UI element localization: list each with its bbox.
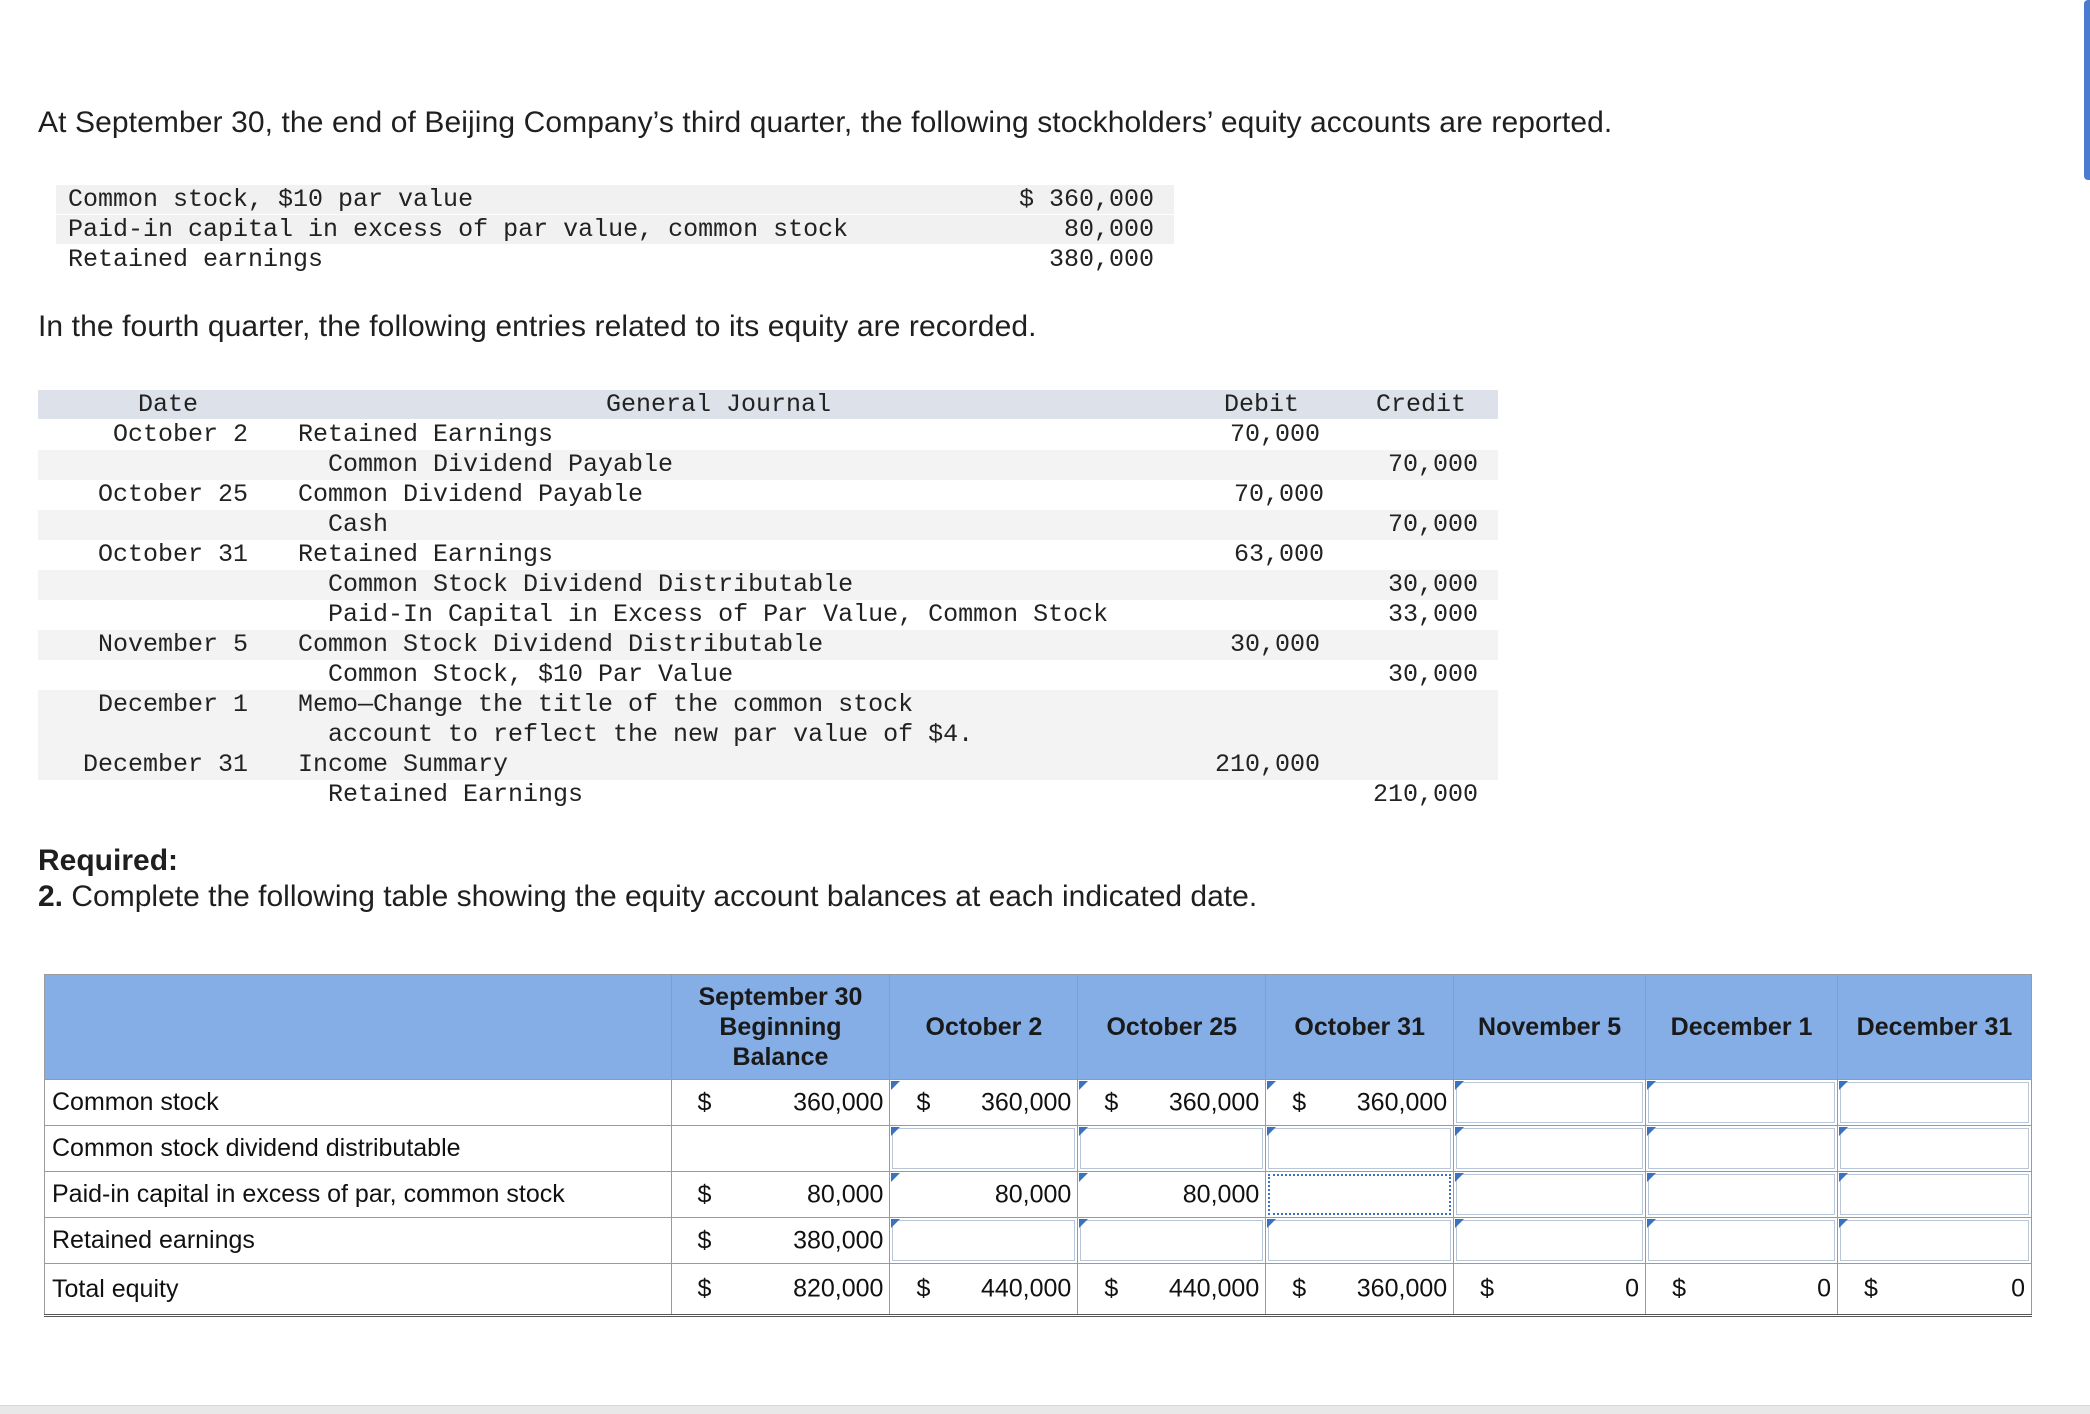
balance-amount: $ 360,000: [1018, 185, 1154, 214]
dollar-sign: $: [1292, 1088, 1307, 1116]
journal-date: October 2: [112, 420, 248, 449]
dollar-sign: $: [697, 1180, 712, 1208]
cell-sep30: [671, 1172, 890, 1218]
input-marker-icon: [891, 1219, 900, 1228]
balance-amount: 80,000: [1063, 215, 1154, 244]
dollar-sign: $: [697, 1274, 712, 1303]
journal-account: Common Stock Dividend Distributable: [298, 630, 824, 659]
input-marker-icon: [1839, 1081, 1848, 1090]
row-label-common-stock: Common stock: [45, 1080, 672, 1126]
fourth-quarter-text: In the fourth quarter, the following entries related to its equity are recorded.: [38, 310, 1037, 343]
input-marker-icon: [1455, 1173, 1464, 1182]
dollar-sign: $: [916, 1088, 931, 1116]
balance-row: [56, 185, 1174, 214]
required-text: Complete the following table showing the equity account balances at each indicated date.: [71, 880, 1258, 913]
input-cell-oct25[interactable]: [1078, 1172, 1266, 1218]
cell-value: 0: [1625, 1274, 1640, 1303]
empty-input[interactable]: [1840, 1220, 2029, 1261]
total-dec31: [1838, 1264, 2032, 1316]
journal-credit: 30,000: [1387, 570, 1478, 599]
row-label-total-equity: Total equity: [45, 1264, 672, 1316]
empty-input[interactable]: [892, 1220, 1075, 1261]
journal-debit: 63,000: [1233, 540, 1324, 569]
journal-row: [38, 750, 1498, 780]
input-cell-dec31[interactable]: [1838, 1126, 2032, 1172]
input-cell-oct31[interactable]: [1266, 1080, 1454, 1126]
row-label-retained-earnings: Retained earnings: [45, 1218, 672, 1264]
intro-text: At September 30, the end of Beijing Company’s third quarter, the following stockholders’ equity accounts are reported.: [38, 106, 1613, 139]
journal-account: Cash: [328, 510, 389, 539]
dollar-sign: $: [1480, 1274, 1495, 1303]
journal-row: [38, 450, 1498, 480]
journal-debit: 70,000: [1229, 420, 1320, 449]
empty-input[interactable]: [1648, 1174, 1835, 1215]
empty-input[interactable]: [1080, 1220, 1263, 1261]
journal-account: Retained Earnings: [328, 780, 584, 809]
empty-input[interactable]: [892, 1128, 1075, 1169]
equity-balances-table: [44, 974, 2032, 1317]
journal-account: Common Dividend Payable: [328, 450, 674, 479]
input-cell-oct31[interactable]: [1266, 1172, 1454, 1218]
dollar-sign: $: [1104, 1088, 1119, 1116]
empty-input[interactable]: [1840, 1128, 2029, 1169]
table-row-total: [45, 1264, 2032, 1316]
total-nov5: [1454, 1264, 1646, 1316]
input-marker-icon: [1647, 1219, 1656, 1228]
dollar-sign: $: [697, 1088, 712, 1116]
input-marker-icon: [1079, 1173, 1088, 1182]
scrollbar[interactable]: [2084, 0, 2090, 180]
total-oct31: [1266, 1264, 1454, 1316]
cell-value[interactable]: 80,000: [1182, 1180, 1260, 1208]
cell-value[interactable]: 360,000: [1356, 1088, 1448, 1116]
dollar-sign: $: [697, 1226, 712, 1254]
table-row: [45, 1080, 2032, 1126]
header-debit: Debit: [1224, 390, 1300, 419]
journal-debit: 30,000: [1229, 630, 1320, 659]
empty-input[interactable]: [1648, 1082, 1835, 1123]
input-cell-dec31[interactable]: [1838, 1172, 2032, 1218]
journal-account: Retained Earnings: [298, 540, 554, 569]
journal-account: Income Summary: [298, 750, 509, 779]
journal-account: Common Dividend Payable: [298, 480, 644, 509]
cell-value: 360,000: [793, 1088, 884, 1116]
journal-account: Common Stock Dividend Distributable: [328, 570, 854, 599]
cell-value[interactable]: 360,000: [1168, 1088, 1260, 1116]
header-sep30-line3: Balance: [732, 1043, 829, 1071]
required-title: Required:: [38, 844, 179, 877]
journal-row: [38, 660, 1498, 690]
focused-input[interactable]: [1268, 1174, 1451, 1215]
journal-credit: 30,000: [1387, 660, 1478, 689]
journal-date: December 31: [82, 750, 248, 779]
cell-value: 0: [1817, 1274, 1831, 1303]
row-label-dividend-distributable: Common stock dividend distributable: [45, 1126, 672, 1172]
header-october-25: October 25: [1078, 975, 1266, 1080]
journal-header: [38, 390, 1498, 419]
empty-input[interactable]: [1080, 1128, 1263, 1169]
required-instruction: [38, 880, 1257, 914]
table-header-row: [45, 975, 2032, 1080]
balance-row: [56, 215, 1174, 244]
input-marker-icon: [1839, 1219, 1848, 1228]
empty-input[interactable]: [1456, 1128, 1643, 1169]
input-marker-icon: [1647, 1173, 1656, 1182]
header-sep30-line2: Beginning: [719, 1013, 842, 1041]
balance-label: Paid-in capital in excess of par value, common stock: [68, 215, 849, 244]
input-cell-oct25[interactable]: [1078, 1126, 1266, 1172]
cell-value: 0: [2011, 1274, 2025, 1303]
journal-date: October 31: [97, 540, 248, 569]
journal-row: [38, 480, 1498, 510]
input-marker-icon: [1267, 1219, 1276, 1228]
input-cell-dec31[interactable]: [1838, 1218, 2032, 1264]
input-marker-icon: [891, 1127, 900, 1136]
cell-value: 440,000: [1168, 1274, 1260, 1303]
header-september-30: [671, 975, 890, 1080]
journal-row: [38, 600, 1498, 630]
journal-debit: 70,000: [1233, 480, 1324, 509]
input-marker-icon: [1839, 1173, 1848, 1182]
empty-input[interactable]: [1456, 1220, 1643, 1261]
input-marker-icon: [1079, 1081, 1088, 1090]
journal-row: [38, 720, 1498, 750]
cell-sep30: [671, 1126, 890, 1172]
dollar-sign: $: [1864, 1274, 1878, 1303]
input-cell-dec1[interactable]: [1646, 1172, 1838, 1218]
input-marker-icon: [1647, 1081, 1656, 1090]
input-cell-nov5[interactable]: [1454, 1218, 1646, 1264]
journal-account: account to reflect the new par value of $4.: [328, 720, 974, 749]
balance-label: Retained earnings: [68, 245, 324, 274]
cell-value: 440,000: [980, 1274, 1072, 1303]
input-cell-oct25[interactable]: [1078, 1218, 1266, 1264]
cell-value[interactable]: 360,000: [980, 1088, 1072, 1116]
journal-account: Common Stock, $10 Par Value: [328, 660, 734, 689]
input-cell-nov5[interactable]: [1454, 1172, 1646, 1218]
total-oct2: [890, 1264, 1078, 1316]
header-sep30-line1: September 30: [698, 983, 863, 1011]
empty-input[interactable]: [1648, 1128, 1835, 1169]
input-marker-icon: [1079, 1127, 1088, 1136]
input-cell-oct2[interactable]: [890, 1218, 1078, 1264]
total-sep30: [671, 1264, 890, 1316]
journal-credit: 33,000: [1387, 600, 1478, 629]
journal-account: Paid-In Capital in Excess of Par Value, Common Stock: [328, 600, 1109, 629]
journal-row: [38, 510, 1498, 540]
balance-amount: 380,000: [1048, 245, 1154, 274]
journal-credit: 70,000: [1387, 450, 1478, 479]
required-number: 2.: [38, 880, 64, 913]
empty-input[interactable]: [1268, 1220, 1451, 1261]
journal-row: [38, 570, 1498, 600]
input-marker-icon: [1839, 1127, 1848, 1136]
journal-row: [38, 630, 1498, 660]
input-marker-icon: [1455, 1127, 1464, 1136]
input-cell-oct25[interactable]: [1078, 1080, 1266, 1126]
empty-input[interactable]: [1456, 1174, 1643, 1215]
input-marker-icon: [1267, 1081, 1276, 1090]
balance-label: Common stock, $10 par value: [68, 185, 474, 214]
dollar-sign: $: [1292, 1274, 1307, 1303]
journal-account: Retained Earnings: [298, 420, 554, 449]
cell-sep30: [671, 1080, 890, 1126]
input-cell-dec1[interactable]: [1646, 1126, 1838, 1172]
input-marker-icon: [1647, 1127, 1656, 1136]
dollar-sign: $: [1104, 1274, 1119, 1303]
empty-input[interactable]: [1268, 1128, 1451, 1169]
dollar-sign: $: [1672, 1274, 1686, 1303]
input-cell-oct2[interactable]: [890, 1126, 1078, 1172]
input-marker-icon: [1079, 1219, 1088, 1228]
cell-sep30: [671, 1218, 890, 1264]
header-date: Date: [138, 390, 199, 419]
cell-value[interactable]: 80,000: [994, 1180, 1072, 1208]
input-cell-dec31[interactable]: [1838, 1080, 2032, 1126]
header-general-journal: General Journal: [606, 390, 832, 419]
table-row: [45, 1126, 2032, 1172]
cell-value: 80,000: [806, 1180, 884, 1208]
table-row: [45, 1218, 2032, 1264]
input-cell-oct2[interactable]: [890, 1172, 1078, 1218]
header-credit: Credit: [1376, 390, 1467, 419]
input-cell-oct31[interactable]: [1266, 1218, 1454, 1264]
input-cell-nov5[interactable]: [1454, 1126, 1646, 1172]
input-marker-icon: [891, 1081, 900, 1090]
journal-credit: 70,000: [1387, 510, 1478, 539]
input-cell-dec1[interactable]: [1646, 1080, 1838, 1126]
row-label-paid-in-capital: Paid-in capital in excess of par, common stock: [45, 1172, 672, 1218]
bottom-divider: [0, 1405, 2090, 1414]
cell-value: 360,000: [1356, 1274, 1448, 1303]
total-oct25: [1078, 1264, 1266, 1316]
empty-input[interactable]: [1648, 1220, 1835, 1261]
journal-debit: 210,000: [1214, 750, 1320, 779]
header-december-1: December 1: [1646, 975, 1838, 1080]
header-october-2: October 2: [890, 975, 1078, 1080]
header-blank: [45, 975, 672, 1080]
input-marker-icon: [1267, 1127, 1276, 1136]
journal-row: [38, 780, 1498, 810]
empty-input[interactable]: [1456, 1082, 1643, 1123]
input-marker-icon: [891, 1173, 900, 1182]
journal-credit: 210,000: [1372, 780, 1478, 809]
input-marker-icon: [1455, 1081, 1464, 1090]
dollar-sign: $: [916, 1274, 931, 1303]
cell-value: 820,000: [793, 1274, 884, 1303]
journal-row: [38, 540, 1498, 570]
cell-value: 380,000: [793, 1226, 884, 1254]
balance-row: [56, 245, 1174, 274]
header-october-31: October 31: [1266, 975, 1454, 1080]
journal-account: Memo—Change the title of the common stock: [298, 690, 914, 719]
input-cell-oct31[interactable]: [1266, 1126, 1454, 1172]
empty-input[interactable]: [1840, 1082, 2029, 1123]
journal-row: [38, 420, 1498, 450]
input-cell-oct2[interactable]: [890, 1080, 1078, 1126]
journal-date: October 25: [97, 480, 248, 509]
journal-row: [38, 690, 1498, 720]
empty-input[interactable]: [1840, 1174, 2029, 1215]
table-row: [45, 1172, 2032, 1218]
input-marker-icon: [1455, 1219, 1464, 1228]
journal-date: December 1: [97, 690, 248, 719]
total-dec1: [1646, 1264, 1838, 1316]
input-cell-nov5[interactable]: [1454, 1080, 1646, 1126]
journal-date: November 5: [97, 630, 248, 659]
header-december-31: December 31: [1838, 975, 2032, 1080]
input-cell-dec1[interactable]: [1646, 1218, 1838, 1264]
header-november-5: November 5: [1454, 975, 1646, 1080]
